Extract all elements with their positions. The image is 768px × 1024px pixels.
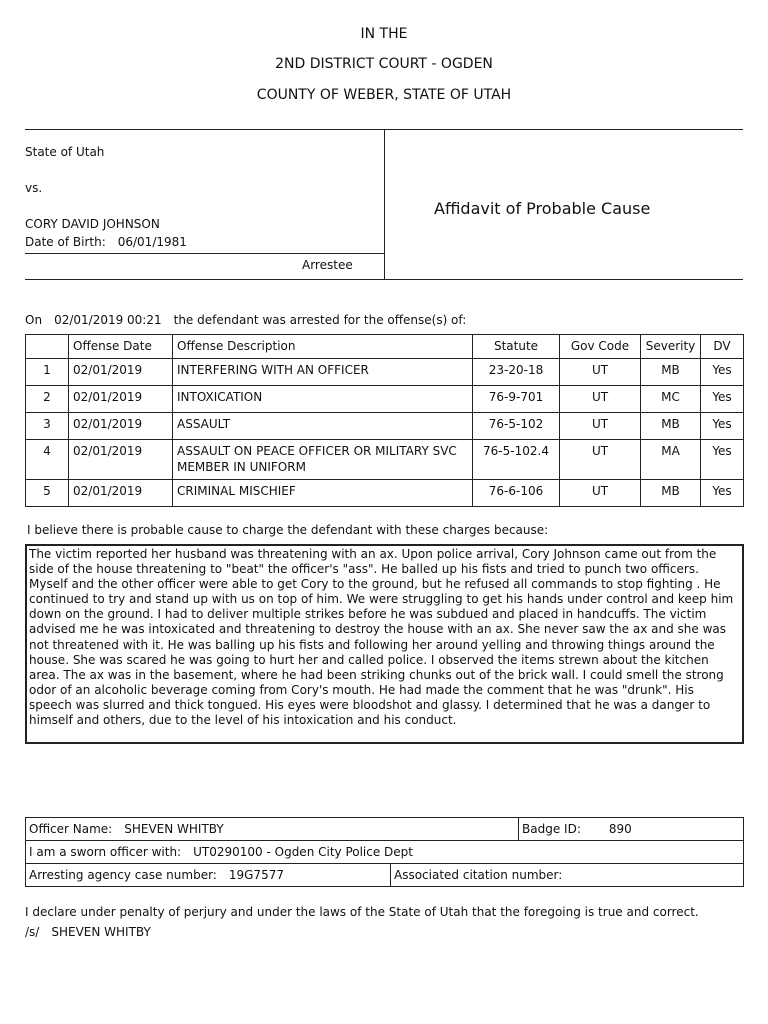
dv: Yes (701, 440, 744, 480)
badge-id-label: Badge ID: (522, 822, 581, 836)
defendant-name: CORY DAVID JOHNSON (25, 217, 160, 231)
gov-code: UT (560, 359, 641, 386)
officer-info-table (25, 817, 744, 887)
citation-number-label: Associated citation number: (394, 868, 563, 882)
arrest-datetime: 02/01/2019 00:21 (54, 313, 162, 327)
case-number-row (26, 864, 744, 887)
statute: 23-20-18 (473, 359, 560, 386)
offense-description: ASSAULT (173, 413, 473, 440)
court-header-line1: IN THE (360, 26, 408, 42)
severity: MA (641, 440, 701, 480)
sworn-officer-label: I am a sworn officer with: (29, 845, 182, 859)
court-header-line2: 2ND DISTRICT COURT - OGDEN (275, 56, 493, 72)
gov-code: UT (560, 480, 641, 507)
arrest-prefix: On (25, 313, 43, 327)
offense-description: INTOXICATION (173, 386, 473, 413)
severity: MB (641, 413, 701, 440)
officer-name-row (26, 818, 744, 841)
plaintiff-name: State of Utah (25, 145, 105, 159)
case-number-cell (26, 864, 391, 887)
offense-date: 02/01/2019 (69, 386, 173, 413)
sworn-officer-row (26, 841, 744, 864)
offense-description: ASSAULT ON PEACE OFFICER OR MILITARY SVC MEMBER IN UNIFORM (173, 440, 473, 480)
col-header-offense-description: Offense Description (173, 335, 473, 359)
table-row (26, 359, 744, 386)
case-number-value: 19G7577 (228, 868, 284, 882)
officer-name-label: Officer Name: (29, 822, 113, 836)
table-row (26, 386, 744, 413)
dob-value: 06/01/1981 (117, 235, 187, 249)
col-header-statute: Statute (473, 335, 560, 359)
sworn-officer-cell (26, 841, 744, 864)
arrest-text: the defendant was arrested for the offense(s) of: (173, 313, 467, 327)
col-header-dv: DV (701, 335, 744, 359)
court-header-line3: COUNTY OF WEBER, STATE OF UTAH (256, 87, 512, 103)
dv: Yes (701, 413, 744, 440)
severity: MC (641, 386, 701, 413)
officer-name-value: SHEVEN WHITBY (124, 822, 224, 836)
gov-code: UT (560, 413, 641, 440)
perjury-declaration: I declare under penalty of perjury and under the laws of the State of Utah that the foregoing is true and correct. (25, 905, 699, 919)
col-header-offense-date: Offense Date (69, 335, 173, 359)
table-row (26, 440, 744, 480)
row-index: 2 (26, 386, 69, 413)
caption-divider (384, 129, 385, 280)
case-number-label: Arresting agency case number: (29, 868, 217, 882)
severity: MB (641, 480, 701, 507)
document-title: Affidavit of Probable Cause (434, 199, 651, 218)
probable-cause-narrative: The victim reported her husband was threatening with an ax. Upon police arrival, Cory Johnson came out from the side of the house threatening to "beat" the officer's "ass". He balled up his fists and tried to punch two officers. Myself and the other officer were able to get Cory to the ground, but he refused all commands to stop fighting . He continued to try and stand up with us on top of him. We were struggling to get his hands under control and keep him down on the ground. I had to deliver multiple strikes before he was subdued and placed in handcuffs. The victim advised me he was intoxicated and threatening to destroy the house with an ax. She never saw the ax and she was not threatened with it. He was balling up his fists and following her around yelling and throwing things around the house. She was scared he was going to hurt her and called police. I observed the items strewn about the kitchen area. The ax was in the basement, where he had been striking chunks out of the brick wall. I could smell the strong odor of an alcoholic beverage coming from Cory's mouth. He had made the comment that he was "drunk". His speech was slurred and thick tongued. His eyes were bloodshot and glassy. I determined that he was a danger to himself and others, due to the level of his intoxication and his conduct. (25, 544, 744, 744)
offense-date: 02/01/2019 (69, 413, 173, 440)
offense-table (25, 334, 744, 507)
sworn-officer-value: UT0290100 - Ogden City Police Dept (193, 845, 413, 859)
offense-table-header (26, 335, 744, 359)
row-index: 3 (26, 413, 69, 440)
col-header-severity: Severity (641, 335, 701, 359)
vs-label: vs. (25, 181, 43, 195)
offense-description: CRIMINAL MISCHIEF (173, 480, 473, 507)
offense-date: 02/01/2019 (69, 480, 173, 507)
gov-code: UT (560, 440, 641, 480)
table-row (26, 413, 744, 440)
signature-prefix: /s/ (25, 925, 40, 939)
statute: 76-5-102 (473, 413, 560, 440)
severity: MB (641, 359, 701, 386)
gov-code: UT (560, 386, 641, 413)
col-header-index (26, 335, 69, 359)
dv: Yes (701, 386, 744, 413)
col-header-gov-code: Gov Code (560, 335, 641, 359)
arrest-statement (25, 313, 466, 327)
signature-name: SHEVEN WHITBY (51, 925, 151, 939)
signature-line (25, 925, 151, 939)
arrestee-rule (25, 253, 385, 254)
probable-cause-intro: I believe there is probable cause to charge the defendant with these charges because: (27, 523, 549, 537)
badge-id-value: 890 (608, 822, 632, 836)
citation-number-cell (391, 864, 744, 887)
row-index: 5 (26, 480, 69, 507)
dob-label: Date of Birth: (25, 235, 106, 249)
badge-id-cell (519, 818, 744, 841)
dv: Yes (701, 480, 744, 507)
offense-date: 02/01/2019 (69, 359, 173, 386)
statute: 76-5-102.4 (473, 440, 560, 480)
table-row (26, 480, 744, 507)
arrestee-label: Arrestee (302, 258, 353, 272)
row-index: 4 (26, 440, 69, 480)
offense-date: 02/01/2019 (69, 440, 173, 480)
officer-name-cell (26, 818, 519, 841)
statute: 76-9-701 (473, 386, 560, 413)
offense-description: INTERFERING WITH AN OFFICER (173, 359, 473, 386)
date-of-birth (25, 235, 187, 249)
statute: 76-6-106 (473, 480, 560, 507)
dv: Yes (701, 359, 744, 386)
row-index: 1 (26, 359, 69, 386)
